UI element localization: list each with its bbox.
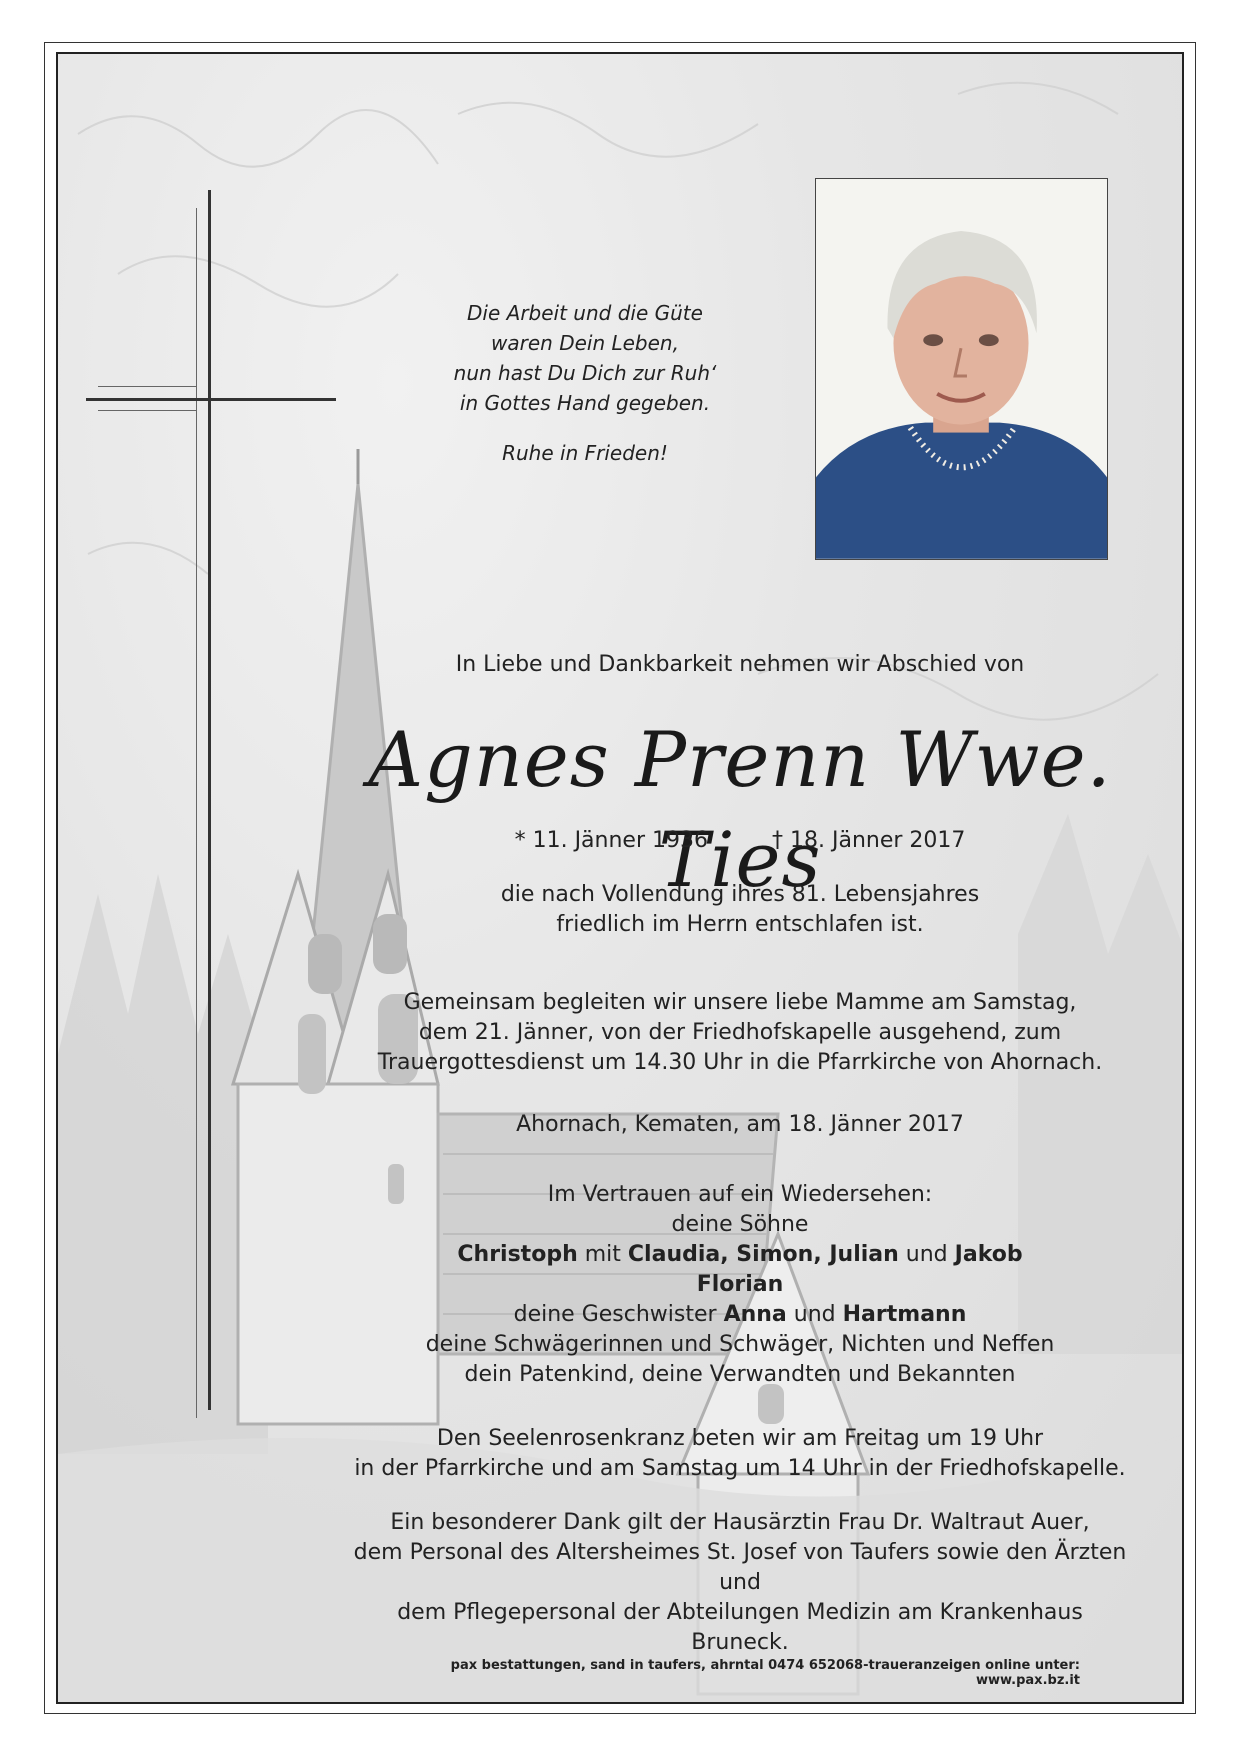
- text-line: friedlich im Herrn entschlafen ist.: [556, 912, 924, 937]
- siblings-label: deine Geschwister: [513, 1302, 717, 1327]
- in-laws-line: deine Schwägerinnen und Schwäger, Nichten und Neffen: [425, 1332, 1055, 1357]
- connector-text: und: [905, 1242, 948, 1267]
- sons-label: deine Söhne: [671, 1212, 809, 1237]
- text-line: in der Pfarrkirche und am Samstag um 14 Uhr in der Friedhofskapelle.: [354, 1456, 1126, 1481]
- connector-text: und: [793, 1302, 836, 1327]
- lifespan-text: [350, 880, 1130, 940]
- text-line: Den Seelenrosenkranz beten wir am Freitag um 19 Uhr: [436, 1426, 1044, 1451]
- text-line: dem 21. Jänner, von der Friedhofskapelle ausgehend, zum: [418, 1020, 1062, 1045]
- thanks-text: [350, 1508, 1130, 1658]
- text-line: die nach Vollendung ihres 81. Lebensjahres: [500, 882, 980, 907]
- poem-line: Die Arbeit und die Güte: [467, 301, 703, 325]
- text-line: dem Pflegepersonal der Abteilungen Medizin am Krankenhaus Bruneck.: [397, 1600, 1083, 1655]
- text-line: Trauergottesdienst um 14.30 Uhr in die Pfarrkirche von Ahornach.: [377, 1050, 1103, 1075]
- life-dates: [350, 826, 1130, 856]
- poem: [420, 298, 750, 468]
- poem-line: in Gottes Hand gegeben.: [459, 391, 711, 415]
- siblings-line: [350, 1300, 1130, 1330]
- cross-vertical-bar: [208, 190, 211, 1410]
- text-line: Gemeinsam begleiten wir unsere liebe Mamme am Samstag,: [403, 990, 1077, 1015]
- birth-date: * 11. Jänner 1936: [514, 828, 708, 853]
- son-name: Christoph: [457, 1242, 578, 1267]
- poem-line: nun hast Du Dich zur Ruh‘: [453, 361, 717, 385]
- son-line: [350, 1270, 1130, 1300]
- funeral-info: [350, 988, 1130, 1078]
- footer-credit: pax bestattungen, sand in taufers, ahrntal 0474 652068-traueranzeigen online unter: www.pax.bz.it: [450, 1658, 1080, 1688]
- others-line: dein Patenkind, deine Verwandten und Bekannten: [464, 1362, 1016, 1387]
- family-names: Claudia, Simon, Julian: [627, 1242, 899, 1267]
- cross-horizontal-bar: [86, 398, 336, 401]
- deceased-name: Agnes Prenn Wwe. Ties: [368, 715, 1112, 904]
- poem-closing: Ruhe in Frieden!: [502, 441, 668, 465]
- portrait-photo: [815, 178, 1108, 560]
- son-family-line: [350, 1240, 1130, 1270]
- sibling-name: Anna: [723, 1302, 787, 1327]
- death-date: † 18. Jänner 2017: [772, 828, 966, 853]
- son-name: Florian: [696, 1272, 784, 1297]
- text-line: Ein besonderer Dank gilt der Hausärztin Frau Dr. Waltraut Auer,: [390, 1510, 1090, 1535]
- poem-line: waren Dein Leben,: [491, 331, 679, 355]
- mourners-signature: [350, 1180, 1130, 1390]
- family-name: Jakob: [954, 1242, 1023, 1267]
- signature-intro: Im Vertrauen auf ein Wiedersehen:: [547, 1182, 933, 1207]
- text-line: dem Personal des Altersheimes St. Josef von Taufers sowie den Ärzten und: [353, 1540, 1127, 1595]
- sibling-name: Hartmann: [842, 1302, 967, 1327]
- cross-vertical-thin-line: [196, 208, 197, 1418]
- cross-horizontal-thin-line: [98, 410, 196, 411]
- intro-text: In Liebe und Dankbarkeit nehmen wir Abschied von: [455, 652, 1025, 677]
- place-and-date: Ahornach, Kematen, am 18. Jänner 2017: [516, 1112, 964, 1137]
- cross-horizontal-thin-line: [98, 386, 196, 387]
- rosary-info: [350, 1424, 1130, 1484]
- connector-text: mit: [584, 1242, 621, 1267]
